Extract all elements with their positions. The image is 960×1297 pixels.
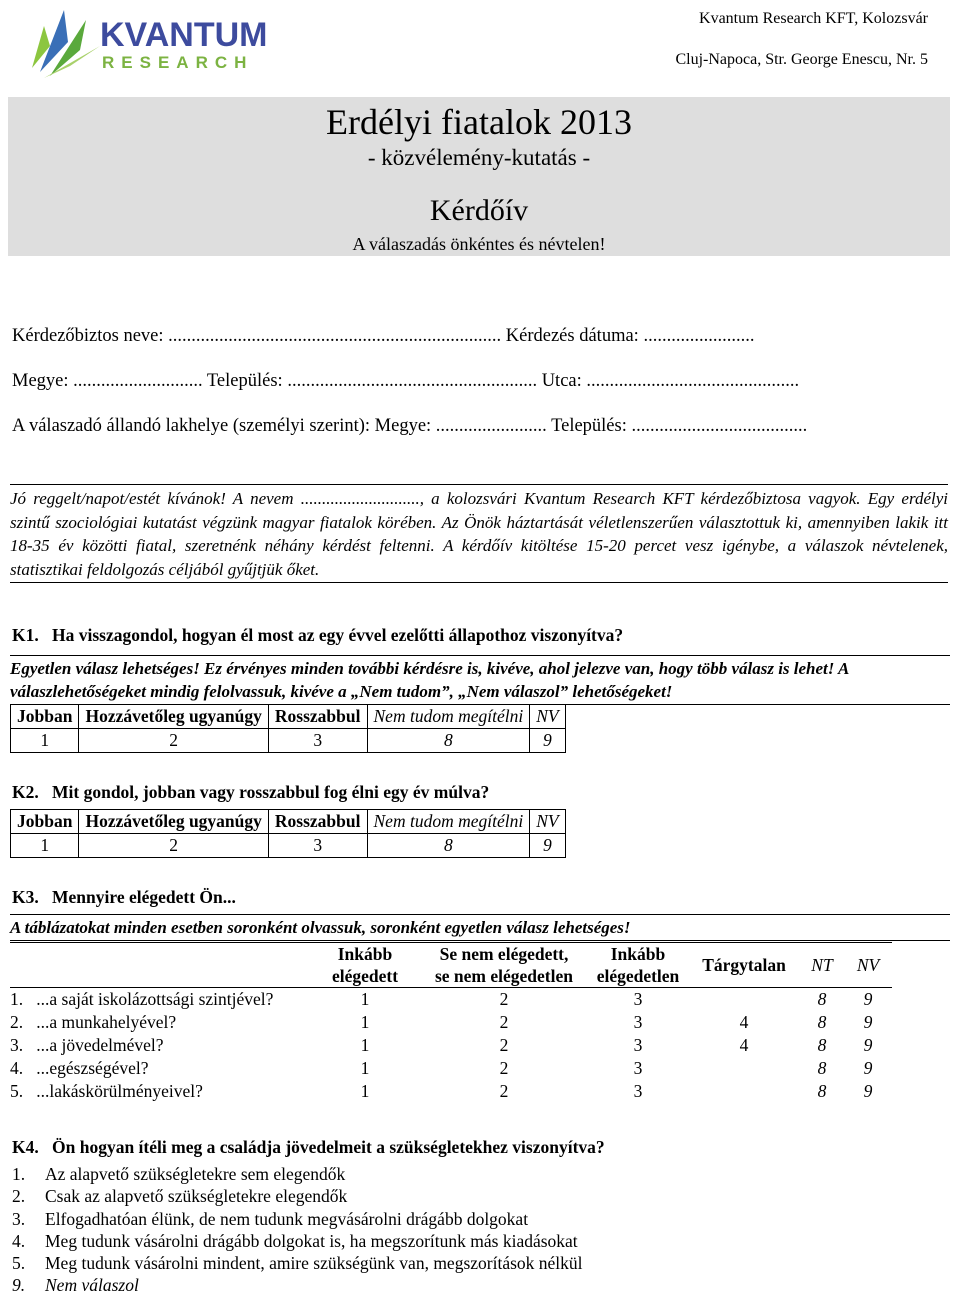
k3-code-nt[interactable]: 8 [817, 1058, 827, 1078]
k1-code-9[interactable]: 9 [530, 729, 565, 753]
k4-answer-option[interactable] [12, 1185, 583, 1207]
k1-answer-table [10, 704, 566, 753]
survey-title: Erdélyi fiatalok 2013 [326, 102, 632, 142]
logo-title: KVANTUM [100, 16, 268, 54]
logo-subtitle: RESEARCH [102, 53, 254, 72]
k3-row-label: 4. ...egészségével? [10, 1058, 149, 1078]
k3-code-nt[interactable]: 8 [817, 989, 827, 1009]
k1-option-3: Rosszabbul [268, 705, 367, 729]
k1-code-1[interactable]: 1 [11, 729, 79, 753]
title-band [8, 97, 950, 256]
k2-answer-table [10, 809, 566, 858]
k3-code-neutral[interactable]: 2 [499, 989, 509, 1009]
k3-code-dissatisfied[interactable]: 3 [633, 1081, 643, 1101]
k4-option-label: Elfogadhatóan élünk, de nem tudunk megvásárolni drágább dolgokat [45, 1208, 529, 1229]
k2-code-1[interactable]: 1 [11, 834, 79, 858]
k3-code-neutral[interactable]: 2 [499, 1035, 509, 1055]
k3-header-not-applicable: Tárgytalan [688, 943, 800, 988]
k3-code-dissatisfied[interactable]: 3 [633, 1058, 643, 1078]
k4-option-code: 4. [12, 1230, 26, 1251]
k3-code-neutral[interactable]: 2 [499, 1012, 509, 1032]
anonymity-note: A válaszadás önkéntes és névtelen! [352, 234, 606, 254]
k1-code-8[interactable]: 8 [367, 729, 530, 753]
question-k1-number: K1. [12, 625, 39, 645]
k2-option-1: Jobban [11, 810, 79, 834]
k3-header-neutral: Se nem elégedett, se nem elégedetlen [420, 943, 588, 988]
k2-option-8: Nem tudom megítélni [367, 810, 530, 834]
k1-option-9: NV [530, 705, 565, 729]
k3-header-satisfied: Inkább elégedett [310, 943, 420, 988]
k3-instruction: A táblázatokat minden esetben soronként olvassuk, soronként egyetlen válasz lehetséges! [10, 914, 950, 941]
kvantum-research-logo [30, 6, 268, 80]
question-k1-text: Ha visszagondol, hogyan él most az egy évvel ezelőtti állapothoz viszonyítva? [52, 625, 624, 645]
k3-header-row [10, 943, 892, 988]
question-k3-title [12, 887, 236, 908]
question-k1-title [12, 625, 623, 646]
k3-code-nv[interactable]: 9 [863, 1081, 873, 1101]
k1-options-row [11, 705, 566, 729]
k3-code-dissatisfied[interactable]: 3 [633, 1012, 643, 1032]
k2-code-2[interactable]: 2 [79, 834, 268, 858]
k4-option-label: Az alapvető szükségletekre sem elegendők [45, 1164, 346, 1184]
k1-option-2: Hozzávetőleg ugyanúgy [79, 705, 268, 729]
k3-code-not-applicable[interactable] [688, 988, 800, 1012]
k4-answer-option[interactable] [12, 1274, 583, 1296]
k3-row [10, 1080, 892, 1103]
k3-code-nv[interactable]: 9 [863, 989, 873, 1009]
k2-option-2: Hozzávetőleg ugyanúgy [79, 810, 268, 834]
k3-code-neutral[interactable]: 2 [499, 1058, 509, 1078]
k3-code-dissatisfied[interactable]: 3 [633, 989, 643, 1009]
k3-row-label: 5. ...lakáskörülményeivel? [10, 1081, 203, 1101]
general-instruction: Egyetlen válasz lehetséges! Ez érvényes minden további kérdésre is, kivéve, ahol jelezve van, hogy több válasz is lehet! A válaszlehetőségeket mindig felolvassuk, kivéve a „Nem tudom”, „Nem válaszol” lehetőségeket! [10, 655, 950, 705]
k3-code-nv[interactable]: 9 [863, 1058, 873, 1078]
k3-code-not-applicable[interactable] [688, 1080, 800, 1103]
k1-option-8: Nem tudom megítélni [367, 705, 530, 729]
k4-answer-option[interactable] [12, 1163, 583, 1185]
k3-code-satisfied[interactable]: 1 [360, 989, 370, 1009]
question-k2-title [12, 782, 489, 803]
question-k3-number: K3. [12, 887, 39, 907]
k2-codes-row [11, 834, 566, 858]
k3-code-dissatisfied[interactable]: 3 [633, 1035, 643, 1055]
interview-intro-text: Jó reggelt/napot/estét kívánok! A nevem ............................, a kolozsvári Kvantum Research KFT kérdezőbiztosa vagyok. Egy erdélyi szintű szociológiai kutatást végzünk magyar fiatalok körében. Az Önök háztartását véletlenszerűen választottuk ki, amennyiben lakik itt 18-35 év közötti fiatal, szeretnénk néhány kérdést feltenni. A kérdőív kitöltése 15-20 percet vesz igénybe, a válaszok névtelenek, statisztikai feldolgozás céljából gyűjtjük őket. [10, 484, 948, 583]
k3-satisfaction-table [10, 942, 892, 1103]
k3-row [10, 1034, 892, 1057]
k3-row [10, 1057, 892, 1080]
location-field-line: Megye: ............................ Település: ...................................................... Utca: .............................................. [12, 371, 800, 391]
k3-code-nv[interactable]: 9 [863, 1035, 873, 1055]
k4-option-code: 9. [12, 1275, 26, 1296]
k3-row-label: 2. ...a munkahelyével? [10, 1012, 177, 1032]
k4-answer-option[interactable] [12, 1208, 583, 1230]
k2-option-9: NV [530, 810, 565, 834]
k4-option-label: Meg tudunk vásárolni drágább dolgokat is, ha megszorítunk más kiadásokat [45, 1230, 578, 1251]
question-k4-text: Ön hogyan ítéli meg a családja jövedelmeit a szükségletekhez viszonyítva? [52, 1137, 605, 1157]
k4-option-label: Meg tudunk vásárolni mindent, amire szükségünk van, megszorítások nélkül [45, 1253, 583, 1274]
k3-code-satisfied[interactable]: 1 [360, 1058, 370, 1078]
k3-row [10, 988, 892, 1012]
k4-option-label: Csak az alapvető szükségletekre elegendők [45, 1186, 348, 1207]
k3-code-neutral[interactable]: 2 [499, 1081, 509, 1101]
interviewer-field-line: Kérdezőbiztos neve: ........................................................................ Kérdezés dátuma: ........................ [12, 326, 755, 346]
k3-code-not-applicable[interactable] [688, 1057, 800, 1080]
residence-field-line: A válaszadó állandó lakhelye (személyi szerint): Megye: ........................ Település: ...................................... [12, 416, 808, 436]
k3-row-label: 1. ...a saját iskolázottsági szintjével? [10, 989, 274, 1009]
k3-code-not-applicable[interactable]: 4 [739, 1035, 749, 1055]
k3-header-nt: NT [800, 943, 844, 988]
k3-header-nv: NV [844, 943, 892, 988]
k3-code-satisfied[interactable]: 1 [360, 1081, 370, 1101]
k3-code-nt[interactable]: 8 [817, 1035, 827, 1055]
k4-answer-list [12, 1163, 583, 1297]
k1-option-1: Jobban [11, 705, 79, 729]
k2-code-8[interactable]: 8 [367, 834, 530, 858]
document-title: Kérdőív [429, 194, 529, 227]
k3-code-nt[interactable]: 8 [817, 1012, 827, 1032]
k1-code-2[interactable]: 2 [79, 729, 268, 753]
k3-header-dissatisfied: Inkább elégedetlen [588, 943, 688, 988]
question-k3-text: Mennyire elégedett Ön... [52, 887, 236, 907]
k3-code-nt[interactable]: 8 [817, 1081, 827, 1101]
k3-code-satisfied[interactable]: 1 [360, 1012, 370, 1032]
question-k2-text: Mit gondol, jobban vagy rosszabbul fog élni egy év múlva? [52, 782, 490, 802]
k4-answer-option[interactable] [12, 1252, 583, 1274]
k3-code-nv[interactable]: 9 [863, 1012, 873, 1032]
question-k4-number: K4. [12, 1137, 39, 1157]
k2-option-3: Rosszabbul [268, 810, 367, 834]
k2-code-3[interactable]: 3 [268, 834, 367, 858]
k3-code-not-applicable[interactable]: 4 [739, 1012, 749, 1032]
survey-subtitle: - közvélemény-kutatás - [367, 145, 591, 170]
k1-code-3[interactable]: 3 [268, 729, 367, 753]
k3-row [10, 1011, 892, 1034]
k4-option-label: Nem válaszol [45, 1275, 139, 1296]
address-line-1: Kvantum Research KFT, Kolozsvár [699, 10, 928, 27]
k2-code-9[interactable]: 9 [530, 834, 565, 858]
k3-row-label: 3. ...a jövedelmével? [10, 1035, 164, 1055]
k3-code-satisfied[interactable]: 1 [360, 1035, 370, 1055]
k2-options-row [11, 810, 566, 834]
k1-codes-row [11, 729, 566, 753]
k4-option-code: 1. [12, 1164, 26, 1184]
address-line-2: Cluj-Napoca, Str. George Enescu, Nr. 5 [675, 51, 928, 68]
k4-option-code: 5. [12, 1253, 26, 1274]
k4-answer-option[interactable] [12, 1230, 583, 1252]
question-k2-number: K2. [12, 782, 39, 802]
k4-option-code: 2. [12, 1186, 26, 1207]
question-k4-title [12, 1137, 605, 1158]
k4-option-code: 3. [12, 1208, 26, 1229]
